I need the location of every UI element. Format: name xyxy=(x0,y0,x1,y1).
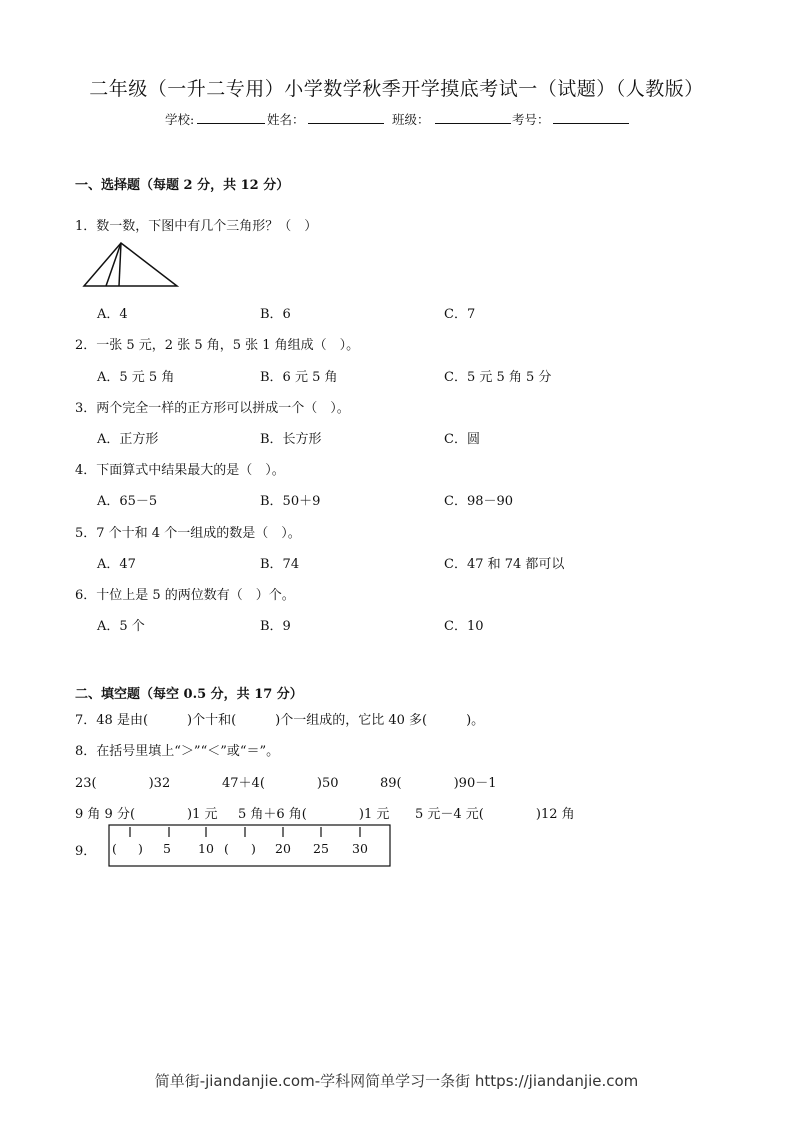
q4-option-a[interactable]: A．65－5 xyxy=(97,494,158,509)
school-blank[interactable] xyxy=(197,110,265,124)
q5-option-a[interactable]: A．47 xyxy=(97,557,136,572)
question-2: 2．一张 5 元，2 张 5 角，5 张 1 角组成（ ）。 xyxy=(75,338,360,353)
triangle-figure xyxy=(80,240,182,290)
q1-option-c[interactable]: C．7 xyxy=(444,307,476,322)
q2-option-a[interactable]: A．5 元 5 角 xyxy=(97,370,175,385)
ruler-label-10: 10 xyxy=(198,841,214,856)
q3-option-c[interactable]: C．圆 xyxy=(444,432,480,447)
ruler-label-open-2: ( xyxy=(224,841,229,856)
ruler-label-open-1: ( xyxy=(112,841,117,856)
compare-item-3: 89( )90－1 xyxy=(380,776,497,791)
school-label: 学校: xyxy=(165,112,195,127)
class-label: 班级： xyxy=(392,112,430,127)
ruler-label-close-1: ) xyxy=(138,841,143,856)
q5-option-c[interactable]: C．47 和 74 都可以 xyxy=(444,557,565,572)
question-9: 9． xyxy=(75,844,97,859)
compare-item-4: 9 角 9 分( )1 元 xyxy=(75,807,218,822)
section-1-heading: 一、选择题（每题 2 分，共 12 分） xyxy=(75,178,290,193)
page-footer[interactable]: 简单街-jiandanjie.com-学科网简单学习一条街 https://jiandanjie.com xyxy=(154,1072,639,1090)
compare-item-5: 5 角＋6 角( )1 元 xyxy=(238,807,390,822)
q4-option-b[interactable]: B．50＋9 xyxy=(260,494,321,509)
ruler-label-25: 25 xyxy=(313,841,329,856)
compare-item-2: 47＋4( )50 xyxy=(222,776,339,791)
ruler-label-20: 20 xyxy=(275,841,291,856)
ruler-label-5: 5 xyxy=(163,841,171,856)
q3-option-b[interactable]: B．长方形 xyxy=(260,432,322,447)
question-3: 3．两个完全一样的正方形可以拼成一个（ ）。 xyxy=(75,401,350,416)
question-6: 6．十位上是 5 的两位数有（ ）个。 xyxy=(75,588,295,603)
name-blank[interactable] xyxy=(308,110,384,124)
exam-no-label: 考号： xyxy=(512,112,550,127)
q3-option-a[interactable]: A．正方形 xyxy=(97,432,159,447)
question-1: 1．数一数，下图中有几个三角形？（ ） xyxy=(75,219,318,234)
q6-option-a[interactable]: A．5 个 xyxy=(97,619,145,634)
compare-item-1: 23( )32 xyxy=(75,776,171,791)
class-blank[interactable] xyxy=(435,110,511,124)
q2-option-b[interactable]: B．6 元 5 角 xyxy=(260,370,338,385)
question-5: 5．7 个十和 4 个一组成的数是（ ）。 xyxy=(75,526,301,541)
q5-option-b[interactable]: B．74 xyxy=(260,557,300,572)
section-2-heading: 二、填空题（每空 0.5 分，共 17 分） xyxy=(75,687,303,702)
q6-option-b[interactable]: B．9 xyxy=(260,619,291,634)
q6-option-c[interactable]: C．10 xyxy=(444,619,484,634)
q1-option-a[interactable]: A．4 xyxy=(97,307,128,322)
name-label: 姓名： xyxy=(267,112,305,127)
q2-option-c[interactable]: C．5 元 5 角 5 分 xyxy=(444,370,552,385)
page-title: 二年级（一升二专用）小学数学秋季开学摸底考试一（试题）（人教版） xyxy=(89,78,704,100)
exam-no-blank[interactable] xyxy=(553,110,629,124)
question-7: 7．48 是由( )个十和( )个一组成的，它比 40 多( )。 xyxy=(75,713,485,728)
question-8: 8．在括号里填上“＞”“＜”或“＝”。 xyxy=(75,744,280,759)
number-ruler xyxy=(108,824,392,868)
ruler-label-30: 30 xyxy=(352,841,368,856)
q1-option-b[interactable]: B．6 xyxy=(260,307,291,322)
q4-option-c[interactable]: C．98－90 xyxy=(444,494,514,509)
compare-item-6: 5 元－4 元( )12 角 xyxy=(415,807,575,822)
question-4: 4．下面算式中结果最大的是（ ）。 xyxy=(75,463,285,478)
ruler-label-close-2: ) xyxy=(251,841,256,856)
